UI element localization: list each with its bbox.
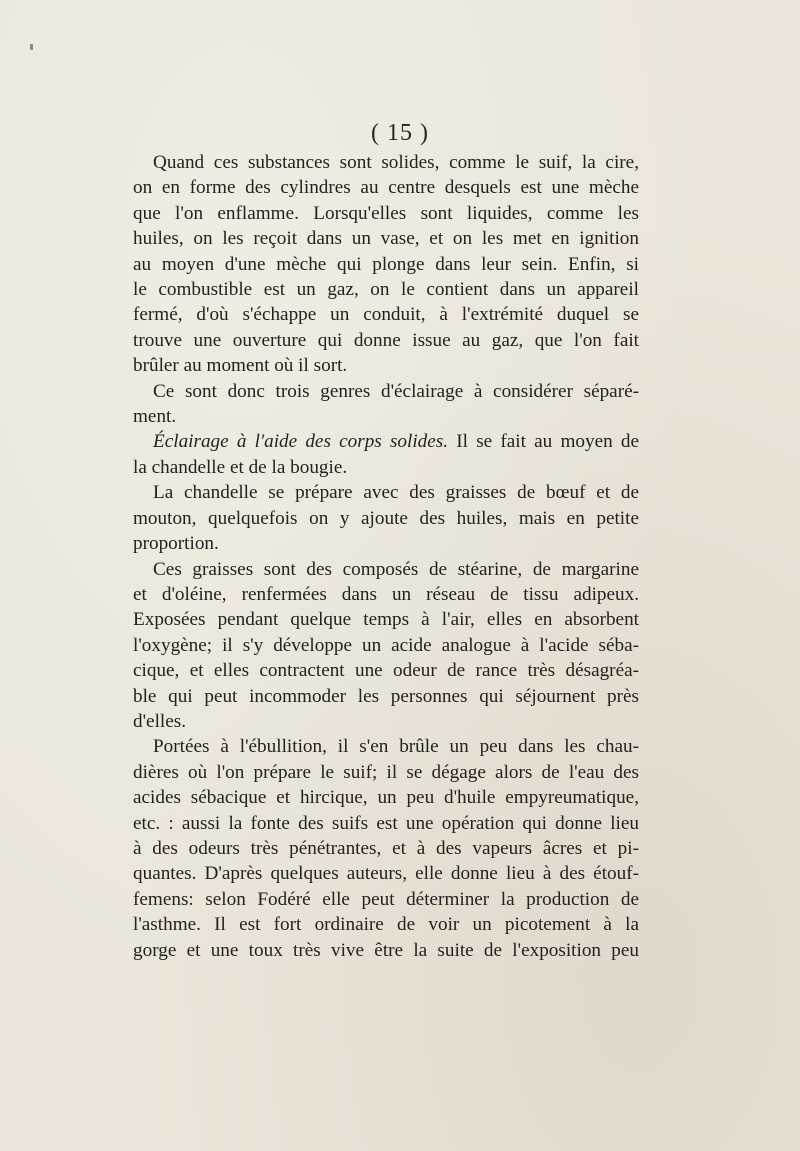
text-line: [133, 582, 639, 607]
text-line: [133, 861, 639, 886]
line-text: le combustible est un gaz, on le contient dans un appareil: [133, 279, 639, 301]
line-text: l'asthme. Il est fort ordinaire de voir un picotement à la: [133, 914, 639, 936]
line-text: et d'oléine, renfermées dans un réseau de tissu adipeux.: [133, 583, 639, 605]
text-line: [133, 404, 639, 429]
line-text: mouton, quelquefois on y ajoute des huiles, mais en petite: [133, 507, 639, 529]
line-text: proportion.: [133, 533, 219, 555]
text-line: [133, 785, 639, 810]
line-text: fermé, d'où s'échappe un conduit, à l'extrémité duquel se: [133, 304, 639, 326]
text-line: [133, 684, 639, 709]
text-line: [133, 226, 639, 251]
text-line: [133, 836, 639, 861]
line-text: dières où l'on prépare le suif; il se dégage alors de l'eau des: [133, 761, 639, 783]
text-line: [133, 429, 639, 454]
text-line: [133, 150, 639, 175]
line-text: au moyen d'une mèche qui plonge dans leur sein. Enfin, si: [133, 253, 639, 275]
line-text: que l'on enflamme. Lorsqu'elles sont liquides, comme les: [133, 202, 639, 224]
text-line: [133, 455, 639, 480]
line-text: trouve une ouverture qui donne issue au gaz, que l'on fait: [133, 329, 639, 351]
line-text: ment.: [133, 406, 177, 428]
text-line: [133, 277, 639, 302]
line-text: Quand ces substances sont solides, comme le suif, la cire,: [153, 152, 639, 173]
page-number: ( 15 ): [371, 120, 429, 146]
text-line: [133, 557, 639, 582]
margin-mark: [30, 44, 33, 50]
line-text: huiles, on les reçoit dans un vase, et on les met en ignition: [133, 228, 639, 250]
text-line: [133, 175, 639, 200]
page-body-text: [133, 150, 639, 963]
line-text: la chandelle et de la bougie.: [133, 456, 348, 478]
text-line: [133, 480, 639, 505]
line-text: ble qui peut incommoder les personnes qui séjournent près: [133, 685, 639, 707]
line-text: quantes. D'après quelques auteurs, elle donne lieu à des étouf-: [133, 863, 639, 885]
line-text: etc. : aussi la fonte des suifs est une opération qui donne lieu: [133, 812, 639, 834]
line-text: à des odeurs très pénétrantes, et à des vapeurs âcres et pi-: [133, 837, 639, 859]
line-text: acides sébacique et hircique, un peu d'huile empyreumatique,: [133, 787, 639, 809]
text-line: [133, 760, 639, 785]
line-text: l'oxygène; il s'y développe un acide analogue à l'acide séba-: [133, 634, 639, 656]
text-line: [133, 887, 639, 912]
line-text: brûler au moment où il sort.: [133, 355, 348, 377]
text-line: [133, 912, 639, 937]
text-line: [133, 734, 639, 759]
text-line: [133, 607, 639, 632]
line-text: La chandelle se prépare avec des graisses de bœuf et de: [153, 482, 639, 504]
line-text: Portées à l'ébullition, il s'en brûle un peu dans les chau-: [153, 736, 639, 758]
line-text: Ce sont donc trois genres d'éclairage à considérer séparé-: [153, 380, 639, 402]
line-text: Ces graisses sont des composés de stéarine, de margarine: [153, 558, 639, 580]
italic-heading: Éclairage à l'aide des corps solides.: [153, 431, 449, 453]
line-text: femens: selon Fodéré elle peut déterminer la production de: [133, 888, 639, 910]
line-text: on en forme des cylindres au centre desquels est une mèche: [133, 177, 639, 199]
text-line: [133, 938, 639, 963]
line-text: Il se fait au moyen de: [448, 431, 639, 453]
text-line: [133, 633, 639, 658]
text-line: [133, 328, 639, 353]
line-text: d'elles.: [133, 710, 187, 732]
text-line: [133, 506, 639, 531]
text-line: [133, 252, 639, 277]
line-text: Exposées pendant quelque temps à l'air, elles en absorbent: [133, 609, 639, 631]
text-line: [133, 201, 639, 226]
line-text: gorge et une toux très vive être la suite de l'exposition peu: [133, 939, 639, 961]
line-text: cique, et elles contractent une odeur de rance très désagréa-: [133, 660, 639, 682]
text-line: [133, 811, 639, 836]
text-line: [133, 658, 639, 683]
text-line: [133, 353, 639, 378]
text-line: [133, 302, 639, 327]
text-line: [133, 709, 639, 734]
text-line: [133, 379, 639, 404]
text-line: [133, 531, 639, 556]
